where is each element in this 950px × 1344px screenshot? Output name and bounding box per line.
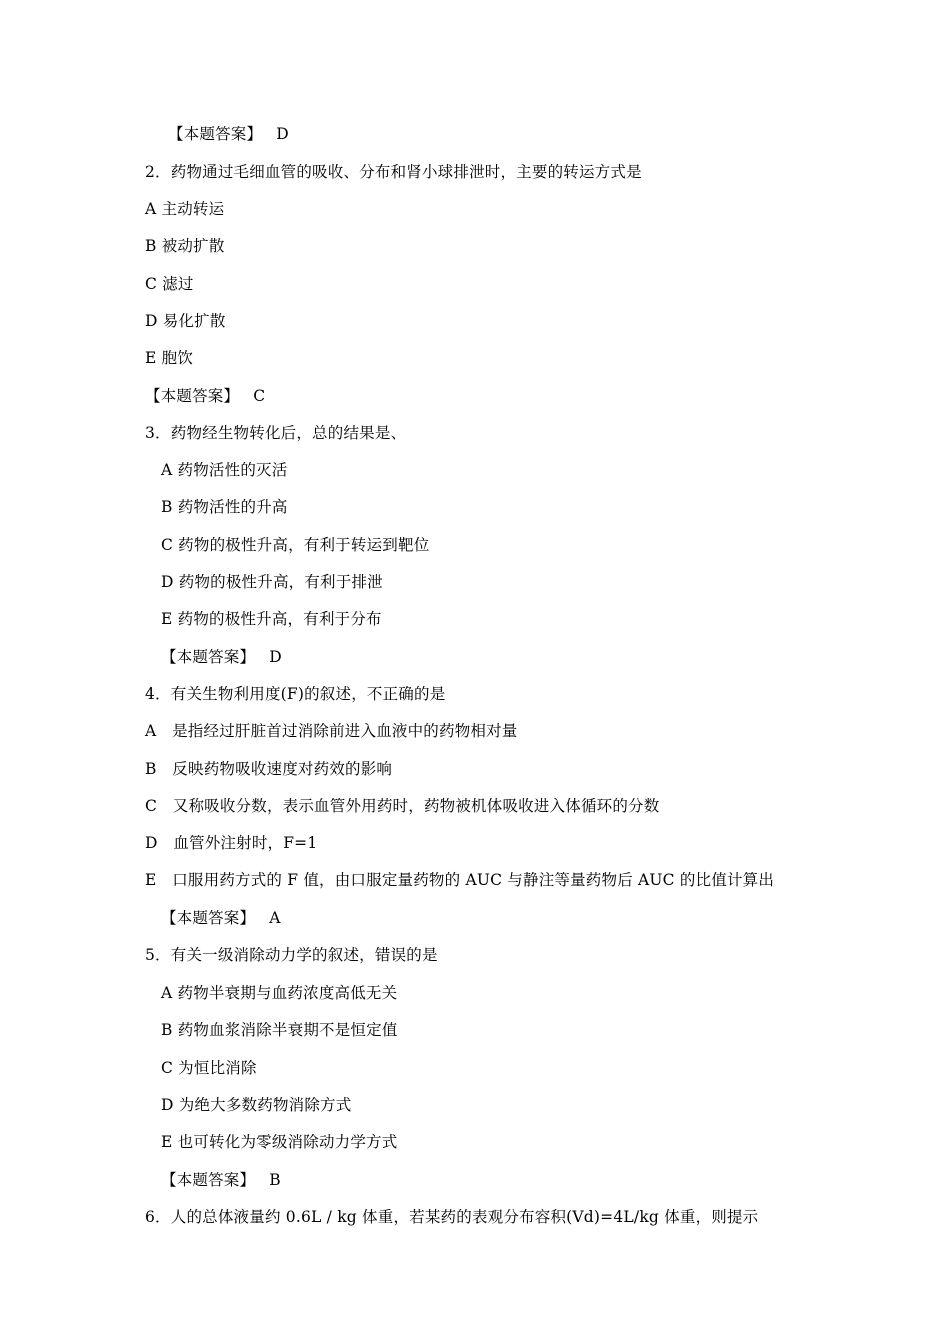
answer-label: 【本题答案】 [161, 909, 256, 927]
answer-option: A 药物活性的灭活 [161, 461, 288, 479]
answer-option: D 药物的极性升高，有利于排泄 [161, 573, 383, 591]
answer-option: C 滤过 [145, 275, 194, 293]
answer-option: E 也可转化为零级消除动力学方式 [161, 1133, 398, 1151]
question-stem: 5．有关一级消除动力学的叙述，错误的是 [145, 946, 438, 964]
question-stem: 6．人的总体液量约 0.6L / kg 体重，若某药的表观分布容积(Vd)=4L/kg 体重，则提示 [145, 1208, 759, 1226]
question-stem: 4．有关生物利用度(F)的叙述，不正确的是 [145, 685, 446, 703]
answer-option: A 药物半衰期与血药浓度高低无关 [161, 984, 398, 1002]
answer-option: C 药物的极性升高，有利于转运到靶位 [161, 536, 430, 554]
answer-value: C [253, 387, 266, 405]
answer-label: 【本题答案】 [168, 125, 263, 143]
answer-option: B 药物血浆消除半衰期不是恒定值 [161, 1021, 398, 1039]
answer-option: C 为恒比消除 [161, 1059, 257, 1077]
answer-line [161, 1170, 281, 1190]
answer-label: 【本题答案】 [161, 648, 256, 666]
answer-line [161, 647, 282, 667]
answer-option: B 反映药物吸收速度对药效的影响 [145, 760, 393, 778]
answer-option: D 易化扩散 [145, 312, 226, 330]
question-stem: 3．药物经生物转化后，总的结果是、 [145, 424, 407, 442]
answer-value: A [269, 909, 281, 927]
answer-value: D [269, 648, 282, 666]
question-stem: 2．药物通过毛细血管的吸收、分布和肾小球排泄时，主要的转运方式是 [145, 163, 642, 181]
answer-option: D 血管外注射时，F=1 [145, 834, 318, 852]
answer-option: C 又称吸收分数，表示血管外用药时，药物被机体吸收进入体循环的分数 [145, 797, 660, 815]
answer-label: 【本题答案】 [161, 1171, 256, 1189]
answer-option: B 药物活性的升高 [161, 498, 288, 516]
answer-line [145, 386, 265, 406]
answer-option: A 主动转运 [145, 200, 225, 218]
answer-label: 【本题答案】 [145, 387, 240, 405]
answer-value: D [276, 125, 289, 143]
answer-line [161, 908, 281, 928]
answer-value: B [269, 1171, 281, 1189]
answer-option: E 药物的极性升高，有利于分布 [161, 610, 382, 628]
answer-option: A 是指经过肝脏首过消除前进入血液中的药物相对量 [145, 722, 518, 740]
answer-option: D 为绝大多数药物消除方式 [161, 1096, 352, 1114]
answer-option: E 口服用药方式的 F 值，由口服定量药物的 AUC 与静注等量药物后 AUC 的比值计算出 [145, 871, 775, 889]
answer-line [168, 124, 289, 144]
answer-option: B 被动扩散 [145, 237, 225, 255]
answer-option: E 胞饮 [145, 349, 194, 367]
